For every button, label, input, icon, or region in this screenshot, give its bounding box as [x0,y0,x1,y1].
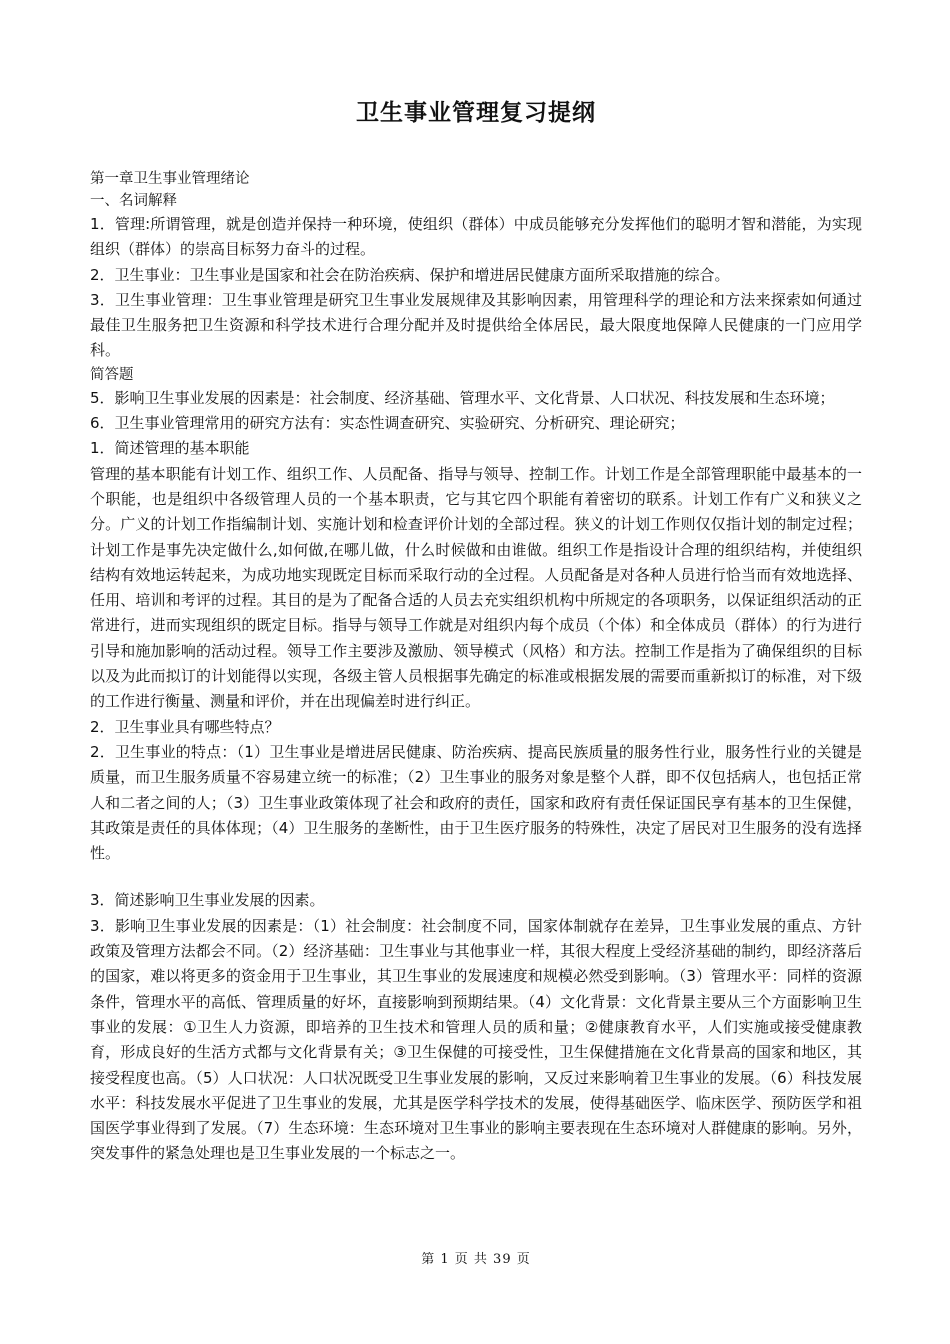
section-heading-short-answer: 简答题 [90,366,134,383]
short-answer-5: 5．影响卫生事业发展的因素是：社会制度、经济基础、管理水平、文化背景、人口状况、科技发展和生态环境； [90,388,835,407]
term-health-service-management: 3．卫生事业管理：卫生事业管理是研究卫生事业发展规律及其影响因素，用管理科学的理论和方法来探索如何通过最佳卫生服务把卫生资源和科学技术进行合理分配并及时提供给全体居民，最大限度地保障人民健康的一门应用学科。 [90,290,862,360]
page-number: 第 1 页 共 39 页 [421,1252,531,1267]
answer-1: 管理的基本职能有计划工作、组织工作、人员配备、指导与领导、控制工作。计划工作是全部管理职能中最基本的一个职能，也是组织中各级管理人员的一个基本职责，它与其它四个职能有着密切的联系。计划工作有广义和狭义之分。广义的计划工作指编制计划、实施计划和检查评价计划的全部过程。狭义的计划工作则仅仅指计划的制定过程；计划工作是事先决定做什么,如何做,在哪儿做，什么时候做和由谁做。组织工作是指设计合理的组织结构，并使组织结构有效地运转起来，为成功地实现既定目标而采取行动的全过程。人员配备是对各种人员进行恰当而有效地选择、任用、培训和考评的过程。其目的是为了配备合适的人员去充实组织机构中所规定的各项职务，以保证组织活动的正常进行，进而实现组织的既定目标。指导与领导工作就是对组织内每个成员（个体）和全体成员（群体）的行为进行引导和施加影响的活动过程。领导工作主要涉及激励、领导模式（风格）和方法。控制工作是指为了确保组织的目标以及为此而拟订的计划能得以实现，各级主管人员根据事先确定的标准或根据发展的需要而重新拟订的标准，对下级的工作进行衡量、测量和评价，并在出现偏差时进行纠正。 [90,464,862,711]
answer-3: 3．影响卫生事业发展的因素是：（1）社会制度：社会制度不同，国家体制就存在差异，卫生事业发展的重点、方针政策及管理方法都会不同。（2）经济基础：卫生事业与其他事业一样，其很大程度上受经济基础的制约，即经济落后的国家，难以将更多的资金用于卫生事业，其卫生事业的发展速度和规模必然受到影响。（3）管理水平：同样的资源条件，管理水平的高低、管理质量的好坏，直接影响到预期结果。（4）文化背景：文化背景主要从三个方面影响卫生事业的发展：①卫生人力资源，即培养的卫生技术和管理人员的质和量；②健康教育水平，人们实施或接受健康教育，形成良好的生活方式都与文化背景有关；③卫生保健的可接受性，卫生保健措施在文化背景高的国家和地区，其接受程度也高。（5）人口状况：人口状况既受卫生事业发展的影响，又反过来影响着卫生事业的发展。（6）科技发展水平：科技发展水平促进了卫生事业的发展，尤其是医学科学技术的发展，使得基础医学、临床医学、预防医学和祖国医学事业得到了发展。（7）生态环境：生态环境对卫生事业的影响主要表现在生态环境对人群健康的影响。另外，突发事件的紧急处理也是卫生事业发展的一个标志之一。 [90,916,862,1163]
document-title: 卫生事业管理复习提纲 [356,100,596,126]
answer-2: 2．卫生事业的特点：（1）卫生事业是增进居民健康、防治疾病、提高民族质量的服务性行业，服务性行业的关键是质量，而卫生服务质量不容易建立统一的标准；（2）卫生事业的服务对象是整个人群，即不仅包括病人，也包括正常人和二者之间的人；（3）卫生事业政策体现了社会和政府的责任，国家和政府有责任保证国民享有基本的卫生保健，其政策是责任的具体体现；（4）卫生服务的垄断性，由于卫生医疗服务的特殊性，决定了居民对卫生服务的没有选择性。 [90,742,862,863]
document-page [90,0,862,1344]
section-heading-terms: 一、名词解释 [90,193,177,209]
term-health-service: 2．卫生事业：卫生事业是国家和社会在防治疾病、保护和增进居民健康方面所采取措施的综合。 [90,265,730,284]
question-2: 2．卫生事业具有哪些特点？ [90,717,280,736]
blank-line [90,866,862,888]
chapter-heading: 第一章卫生事业管理绪论 [90,171,250,187]
question-3: 3．简述影响卫生事业发展的因素。 [90,891,325,910]
short-answer-6: 6．卫生事业管理常用的研究方法有：实态性调查研究、实验研究、分析研究、理论研究； [90,414,685,433]
question-1: 1．简述管理的基本职能 [90,439,250,458]
document-body [90,168,862,1167]
term-management: 1．管理:所谓管理，就是创造并保持一种环境，使组织（群体）中成员能够充分发挥他们的聪明才智和潜能，为实现组织（群体）的崇高目标努力奋斗的过程。 [90,215,862,259]
